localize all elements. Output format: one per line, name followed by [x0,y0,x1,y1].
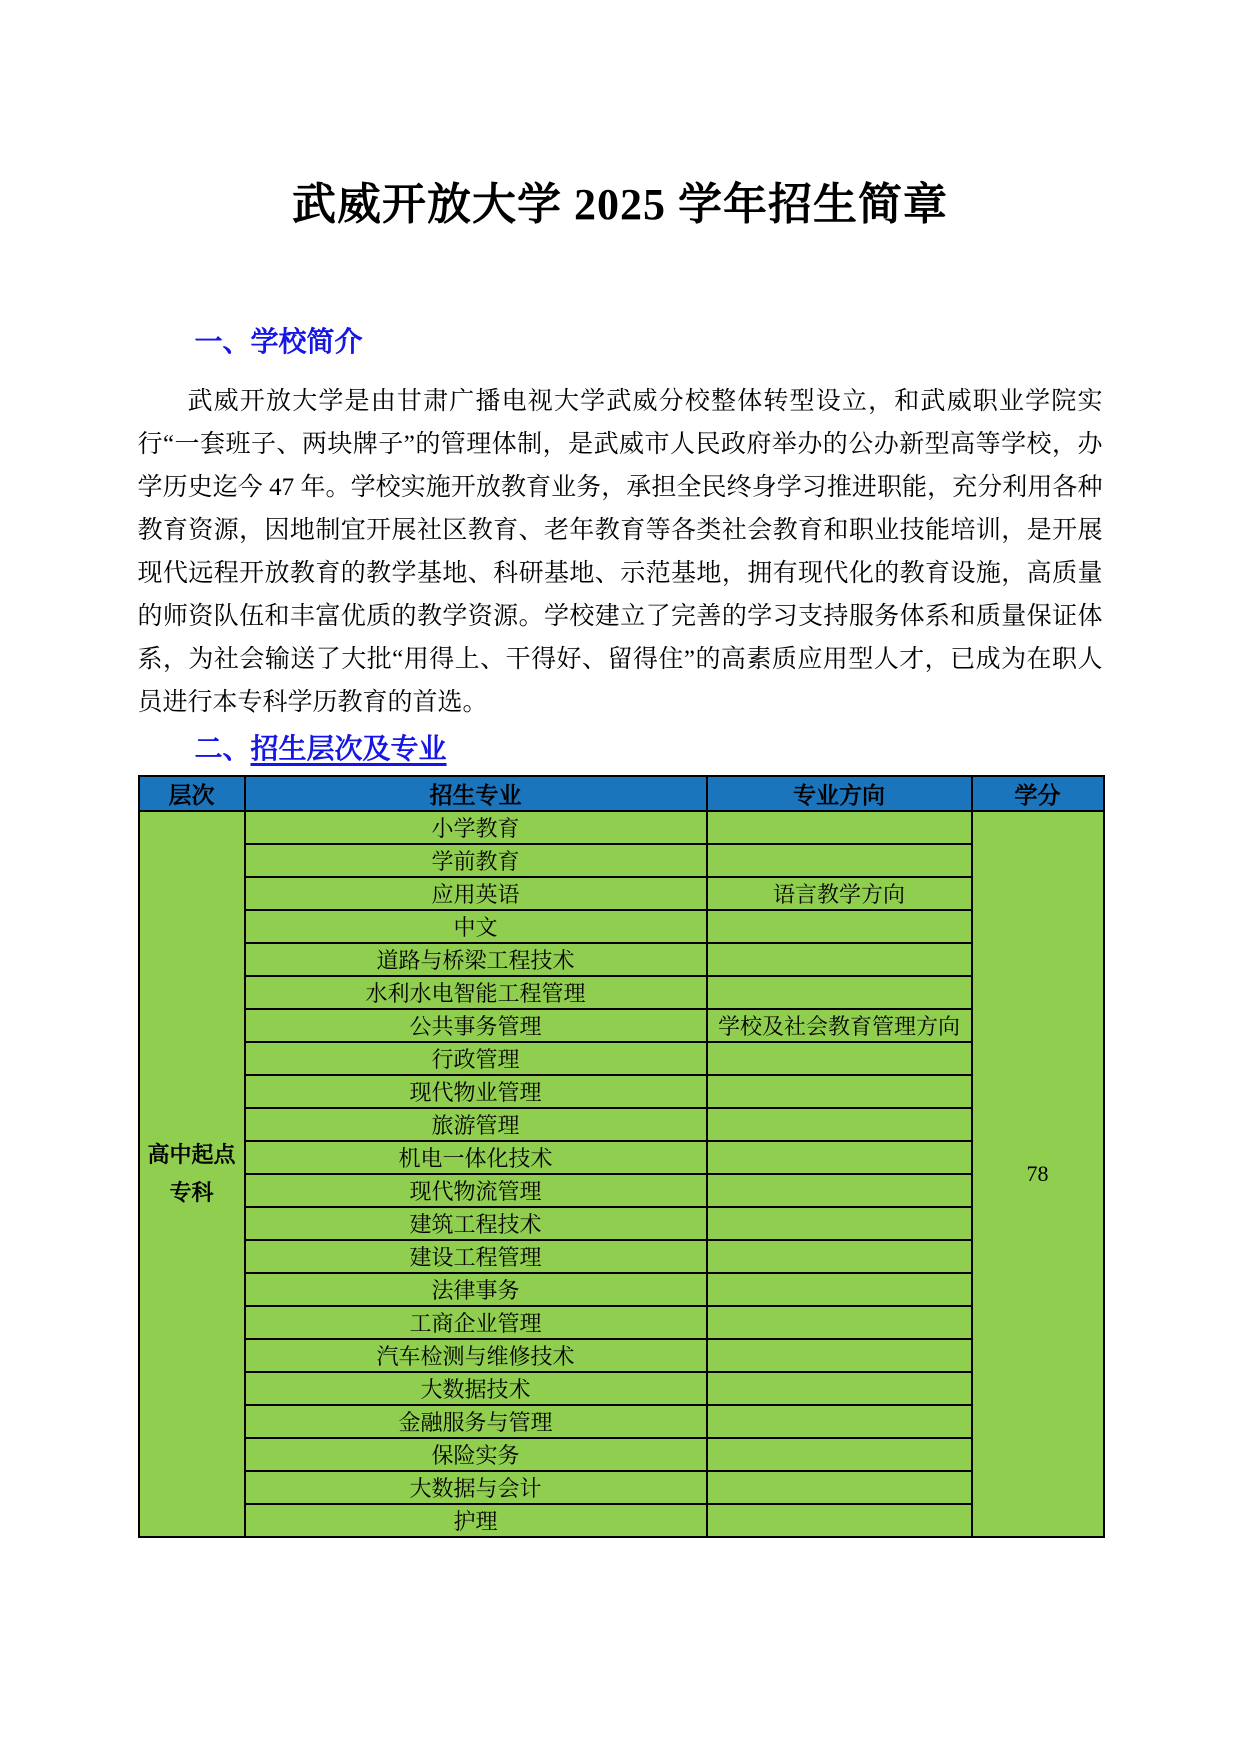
direction-cell [707,1306,972,1339]
direction-cell [707,844,972,877]
direction-cell [707,1240,972,1273]
major-cell: 大数据技术 [245,1372,707,1405]
credits-cell: 78 [972,811,1104,1537]
table-row [139,1240,1104,1273]
major-cell: 大数据与会计 [245,1471,707,1504]
major-cell: 道路与桥梁工程技术 [245,943,707,976]
major-cell: 工商企业管理 [245,1306,707,1339]
major-cell: 金融服务与管理 [245,1405,707,1438]
direction-cell [707,976,972,1009]
table-row [139,1306,1104,1339]
column-header-major: 招生专业 [245,776,707,811]
major-cell: 汽车检测与维修技术 [245,1339,707,1372]
major-cell: 中文 [245,910,707,943]
direction-cell [707,1273,972,1306]
direction-cell [707,1207,972,1240]
major-cell: 建设工程管理 [245,1240,707,1273]
direction-cell: 语言教学方向 [707,877,972,910]
direction-cell [707,1339,972,1372]
major-cell: 现代物流管理 [245,1174,707,1207]
major-cell: 护理 [245,1504,707,1537]
table-row [139,1405,1104,1438]
table-row [139,1108,1104,1141]
major-cell: 建筑工程技术 [245,1207,707,1240]
direction-cell [707,1042,972,1075]
major-cell: 公共事务管理 [245,1009,707,1042]
table-row [139,1075,1104,1108]
direction-cell [707,1174,972,1207]
major-cell: 应用英语 [245,877,707,910]
column-header-direction: 专业方向 [707,776,972,811]
direction-cell [707,943,972,976]
major-cell: 机电一体化技术 [245,1141,707,1174]
table-row [139,1504,1104,1537]
direction-cell: 学校及社会教育管理方向 [707,1009,972,1042]
major-cell: 法律事务 [245,1273,707,1306]
table-row [139,1273,1104,1306]
section-heading-intro-number: 一、 [194,326,251,357]
direction-cell [707,1372,972,1405]
table-row [139,1207,1104,1240]
table-row [139,1471,1104,1504]
direction-cell [707,1471,972,1504]
major-cell: 学前教育 [245,844,707,877]
table-row [139,1438,1104,1471]
table-row [139,877,1104,910]
section-heading-enrollment-label: 招生层次及专业 [250,733,447,764]
major-cell: 现代物业管理 [245,1075,707,1108]
column-header-credits: 学分 [972,776,1104,811]
table-row [139,1009,1104,1042]
direction-cell [707,910,972,943]
major-cell: 保险实务 [245,1438,707,1471]
enrollment-table [138,775,1105,1538]
direction-cell [707,1504,972,1537]
table-row [139,910,1104,943]
major-cell: 小学教育 [245,811,707,844]
major-cell: 水利水电智能工程管理 [245,976,707,1009]
direction-cell [707,1075,972,1108]
direction-cell [707,1405,972,1438]
direction-cell [707,1141,972,1174]
table-row [139,976,1104,1009]
direction-cell [707,1438,972,1471]
table-row [139,811,1104,844]
section-heading-enrollment [138,731,1103,767]
document-page [138,0,1103,1538]
table-header-row [139,776,1104,811]
section-heading-intro-label: 学校简介 [250,326,363,357]
major-cell: 行政管理 [245,1042,707,1075]
direction-cell [707,811,972,844]
intro-paragraph: 武威开放大学是由甘肃广播电视大学武威分校整体转型设立，和武威职业学院实行“一套班子、两块牌子”的管理体制，是武威市人民政府举办的公办新型高等学校，办学历史迄今 47 年。学校实施开放教育业务，承担全民终身学习推进职能，充分利用各种教育资源，因地制宜开展社区教育、老年教育等各类社会教育和职业技能培训，是开展现代远程开放教育的教学基地、科研基地、示范基地，拥有现代化的教育设施，高质量的师资队伍和丰富优质的教学资源。学校建立了完善的学习支持服务体系和质量保证体系，为社会输送了大批“用得上、干得好、留得住”的高素质应用型人才，已成为在职人员进行本专科学历教育的首选。 [137,388,1103,716]
table-row [139,1042,1104,1075]
table-row [139,943,1104,976]
table-row [139,1141,1104,1174]
major-cell: 旅游管理 [245,1108,707,1141]
table-row [139,1372,1104,1405]
table-row [139,844,1104,877]
table-row [139,1174,1104,1207]
direction-cell [707,1108,972,1141]
level-cell: 高中起点专科 [139,811,245,1537]
table-row [139,1339,1104,1372]
section-heading-enrollment-number: 二、 [194,733,251,764]
column-header-level: 层次 [139,776,245,811]
page-title: 武威开放大学 2025 学年招生简章 [292,180,948,229]
section-heading-intro [138,324,1103,360]
